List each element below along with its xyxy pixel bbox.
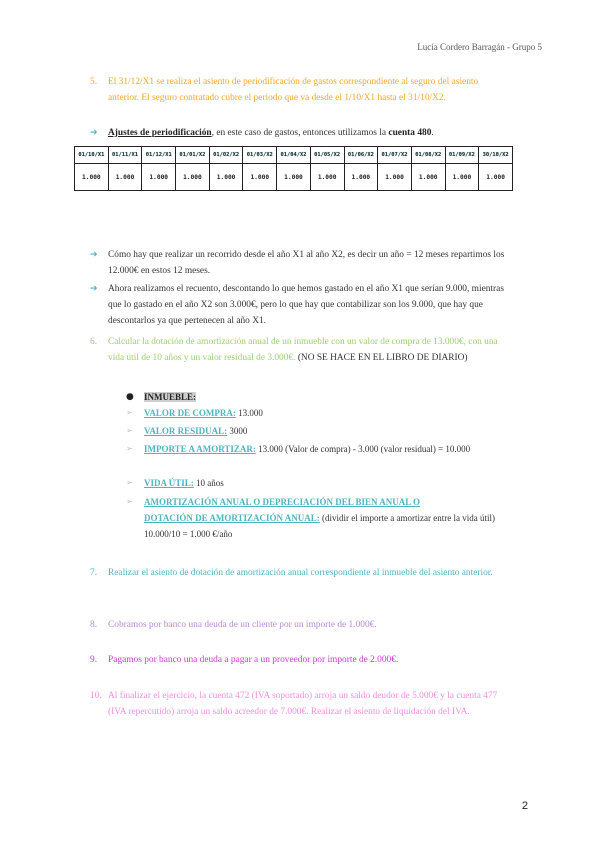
adjustments-line (90, 125, 510, 141)
amortizacion-label: AMORTIZACIÓN ANUAL O DEPRECIACIÓN DEL BIEN ANUAL O (144, 497, 420, 507)
date-cell: 01/02/X2 (209, 147, 243, 164)
vida-util-value: 10 años (193, 478, 224, 488)
date-cell: 01/10/X1 (75, 147, 109, 164)
date-cell: 01/04/X2 (277, 147, 311, 164)
exercise-number: 7. (90, 568, 98, 578)
exercise-6 (90, 334, 502, 366)
value-cell: 1.000 (445, 164, 479, 191)
value-cell: 1.000 (75, 164, 109, 191)
adjustments-title: Ajustes de periodificación (108, 128, 212, 138)
bullet-dot-icon: ● (126, 392, 134, 402)
exercise-10 (90, 688, 502, 720)
date-cell: 01/05/X2 (310, 147, 344, 164)
exercise-text: Pagamos por banco una deuda a pagar a un proveedor por importe de 2.000€. (108, 655, 399, 665)
exercise-7 (90, 565, 502, 581)
importe-label: IMPORTE A AMORTIZAR: (144, 444, 256, 454)
date-cell: 30/10/X2 (479, 147, 513, 164)
value-cell: 1.000 (108, 164, 142, 191)
valor-compra-value: 13.000 (235, 408, 263, 418)
exercise-6-text: Calcular la dotación de amortización anual de un inmueble con un valor de compra de 13.000€, con una vida útil de 10 años y un valor residual de 3.000€. (108, 337, 498, 363)
date-cell: 01/01/X2 (176, 147, 210, 164)
exercise-5 (90, 74, 502, 106)
exercise-text: Realizar el asiento de dotación de amortización anual correspondiente al inmueble del asiento anterior. (108, 568, 493, 578)
amortizacion-row (126, 494, 526, 542)
value-cell: 1.000 (378, 164, 412, 191)
value-cell: 1.000 (277, 164, 311, 191)
account-480: cuenta 480 (388, 128, 432, 138)
importe-row (126, 441, 526, 457)
value-cell: 1.000 (411, 164, 445, 191)
value-cell: 1.000 (344, 164, 378, 191)
valor-residual-value: 3000 (227, 426, 248, 436)
arrowhead-icon: ➢ (126, 478, 133, 487)
value-cell: 1.000 (142, 164, 176, 191)
arrow-right-icon: ➔ (90, 250, 98, 260)
exercise-text: El 31/12/X1 se realiza el asiento de periodificación de gastos correspondiente al seguro del asiento anterior. El seguro contratado cubre el periodo que va desde el 1/10/X1 hasta el 31/10/X2. (108, 77, 479, 103)
bullet-text: Ahora realizamos el recuento, descontando lo que hemos gastado en el año X1 que serían 9.000, mientras que lo gastado en el año X2 son 3.000€, pero lo que hay que contabilizar son los 9.000, que hay que descontarlos ya que pertenecen al año X1. (108, 284, 504, 326)
inmueble-heading (126, 389, 526, 405)
bullet-two (90, 281, 510, 329)
page-number: 2 (521, 800, 528, 812)
adjustments-end: . (431, 128, 434, 138)
arrow-right-icon: ➔ (90, 284, 98, 294)
valor-compra-label: VALOR DE COMPRA: (144, 408, 236, 418)
page-header: Lucía Cordero Barragán - Grupo 5 (417, 42, 542, 52)
exercise-number: 8. (90, 620, 98, 630)
exercise-number: 6. (90, 337, 98, 347)
vida-util-row (126, 475, 526, 491)
value-cell: 1.000 (310, 164, 344, 191)
value-cell: 1.000 (243, 164, 277, 191)
amortizacion-value: (dividir el importe a amortizar entre la vida útil) 10.000/10 = 1.000 €/año (144, 513, 495, 539)
date-cell: 01/11/X1 (108, 147, 142, 164)
date-cell: 01/12/X1 (142, 147, 176, 164)
exercise-9 (90, 652, 502, 668)
date-cell: 01/06/X2 (344, 147, 378, 164)
exercise-8 (90, 617, 502, 633)
importe-value: 13.000 (Valor de compra) - 3.000 (valor residual) = 10.000 (255, 444, 471, 454)
value-cell: 1.000 (176, 164, 210, 191)
arrow-right-icon: ➔ (90, 128, 98, 138)
exercise-number: 5. (90, 77, 98, 87)
value-row (75, 164, 513, 191)
exercise-text (108, 334, 502, 366)
valor-residual-row (126, 423, 526, 439)
bullet-one (90, 247, 510, 279)
value-cell: 1.000 (209, 164, 243, 191)
adjustments-mid: , en este caso de gastos, entonces utilizamos la (211, 128, 389, 138)
arrowhead-icon: ➢ (126, 408, 133, 417)
exercise-text: Cobramos por banco una deuda de un cliente por un importe de 1.000€. (108, 620, 377, 630)
arrowhead-icon: ➢ (126, 497, 133, 506)
exercise-6-note: (NO SE HACE EN EL LIBRO DE DIARIO) (295, 353, 468, 363)
inmueble-label: INMUEBLE: (144, 392, 197, 402)
date-cell: 01/09/X2 (445, 147, 479, 164)
periodification-table (74, 146, 513, 191)
vida-util-label: VIDA ÚTIL: (144, 478, 194, 488)
exercise-number: 9. (90, 655, 98, 665)
exercise-text: Al finalizar el ejercicio, la cuenta 472 (IVA soportado) arroja un saldo deudor de 5.000€ y la cuenta 477 (IVA repercutido) arroja un saldo acreedor de 7.000€. Realizar el asiento de liquidación del IVA. (108, 691, 498, 717)
value-cell: 1.000 (479, 164, 513, 191)
valor-compra-row (126, 405, 526, 421)
date-row (75, 147, 513, 164)
adjustments-text (108, 125, 510, 141)
amortizacion-label-2: DOTACIÓN DE AMORTIZACIÓN ANUAL: (144, 513, 320, 523)
exercise-number: 10. (90, 691, 102, 701)
valor-residual-label: VALOR RESIDUAL: (144, 426, 228, 436)
arrowhead-icon: ➢ (126, 444, 133, 453)
date-cell: 01/07/X2 (378, 147, 412, 164)
arrowhead-icon: ➢ (126, 426, 133, 435)
bullet-text: Cómo hay que realizar un recorrido desde el año X1 al año X2, es decir un año = 12 meses repartimos los 12.000€ en estos 12 meses. (108, 250, 505, 276)
date-cell: 01/08/X2 (411, 147, 445, 164)
date-cell: 01/03/X2 (243, 147, 277, 164)
